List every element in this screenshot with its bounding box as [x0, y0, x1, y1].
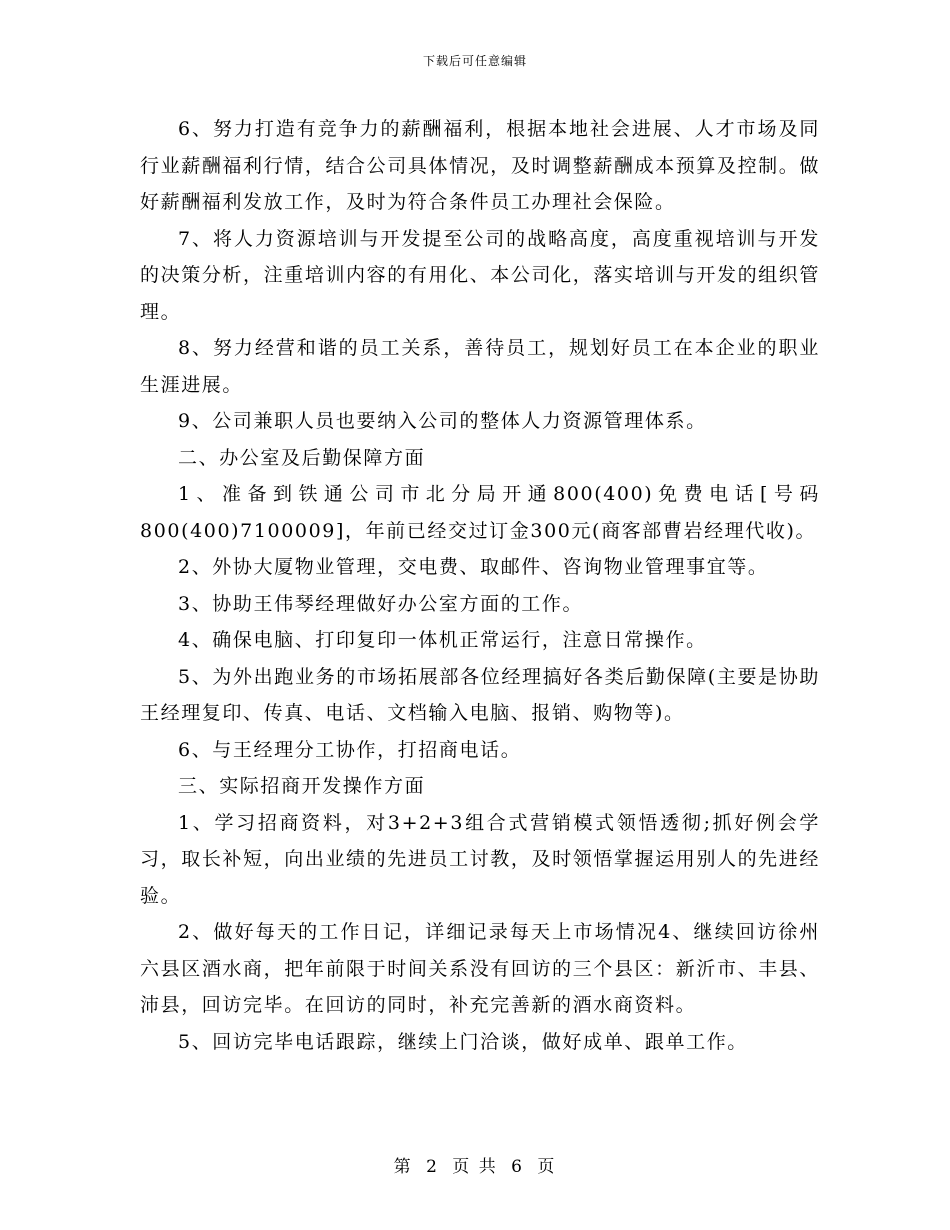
footer-middle: 页 共	[452, 1157, 498, 1177]
paragraph: 8、努力经营和谐的员工关系，善待员工，规划好员工在本企业的职业生涯进展。	[140, 337, 820, 396]
paragraph: 1、学习招商资料，对3+2+3组合式营销模式领悟透彻;抓好例会学习，取长补短，向出业绩的先进员工讨教，及时领悟掌握运用别人的先进经验。	[140, 811, 820, 907]
total-pages: 6	[511, 1157, 524, 1177]
paragraph: 4、确保电脑、打印复印一体机正常运行，注意日常操作。	[178, 629, 707, 651]
paragraph: 5、为外出跑业务的市场拓展部各位经理搞好各类后勤保障(主要是协助王经理复印、传真、电话、文档输入电脑、报销、购物等)。	[140, 665, 820, 724]
section-heading: 三、实际招商开发操作方面	[178, 775, 426, 797]
footer-suffix: 页	[537, 1157, 557, 1177]
page-header: 下载后可任意编辑	[422, 54, 527, 68]
paragraph: 9、公司兼职人员也要纳入公司的整体人力资源管理体系。	[178, 410, 707, 432]
paragraph: 6、努力打造有竞争力的薪酬福利，根据本地社会进展、人才市场及同行业薪酬福利行情，结合公司具体情况，及时调整薪酬成本预算及控制。做好薪酬福利发放工作，及时为符合条件员工办理社会保险。	[140, 118, 820, 213]
footer-prefix: 第	[393, 1157, 413, 1177]
document-body	[140, 111, 820, 1060]
section-heading: 二、办公室及后勤保障方面	[178, 446, 426, 469]
current-page-number: 2	[426, 1157, 439, 1177]
paragraph: 3、协助王伟琴经理做好办公室方面的工作。	[178, 592, 584, 615]
paragraph: 5、回访完毕电话跟踪，继续上门洽谈，做好成单、跟单工作。	[178, 1030, 748, 1053]
paragraph: 2、做好每天的工作日记，详细记录每天上市场情况4、继续回访徐州六县区酒水商，把年前限于时间关系没有回访的三个县区：新沂市、丰县、沛县，回访完毕。在回访的同时，补充完善新的酒水商资料。	[140, 921, 820, 1016]
paragraph: 1、准备到铁通公司市北分局开通800(400)免费电话[号码800(400)7100009]，年前已经交过订金300元(商客部曹岩经理代收)。	[140, 483, 820, 542]
paragraph: 6、与王经理分工协作，打招商电话。	[178, 738, 522, 761]
page-footer	[0, 1152, 950, 1177]
paragraph: 7、将人力资源培训与开发提至公司的战略高度，高度重视培训与开发的决策分析，注重培训内容的有用化、本公司化，落实培训与开发的组织管理。	[140, 227, 820, 323]
paragraph: 2、外协大厦物业管理，交电费、取邮件、咨询物业管理事宜等。	[178, 556, 769, 578]
